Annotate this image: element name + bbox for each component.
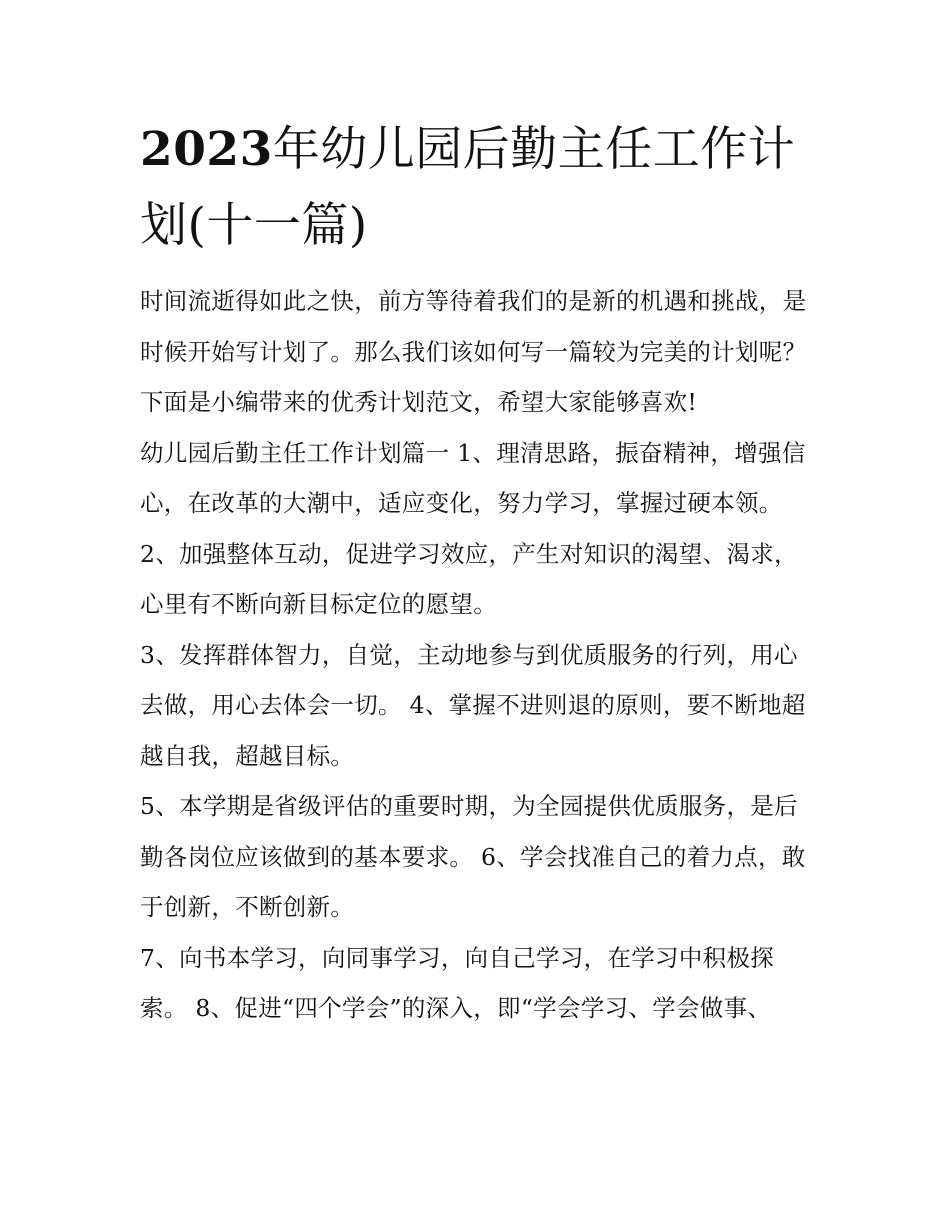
- plan-item-paragraph: 2、加强整体互动，促进学习效应，产生对知识的渴望、渴求，心里有不断向新目标定位的愿望。: [140, 539, 798, 618]
- title-year: 2023: [140, 122, 273, 177]
- title-text: 年幼儿园后勤主任工作计划(十一篇): [140, 122, 796, 253]
- plan-item-paragraph: 7、向书本学习，向同事学习，向自己学习，在学习中积极探索。 8、促进“四个学会”的深入，即“学会学习、学会做事、: [140, 943, 775, 1022]
- plan-item-paragraph: 5、本学期是省级评估的重要时期，为全园提供优质服务，是后勤各岗位应该做到的基本要求。 6、学会找准自己的着力点，敢于创新，不断创新。: [140, 792, 806, 921]
- document-body: [140, 276, 820, 1034]
- plan-item-paragraph: 幼儿园后勤主任工作计划篇一 1、理清思路，振奋精神，增强信心，在改革的大潮中，适应变化，努力学习，掌握过硬本领。: [140, 438, 806, 517]
- document-title: [140, 112, 820, 264]
- intro-paragraph: 时间流逝得如此之快，前方等待着我们的是新的机遇和挑战，是时候开始写计划了。那么我们该如何写一篇较为完美的计划呢？下面是小编带来的优秀计划范文，希望大家能够喜欢!: [140, 287, 807, 416]
- plan-item-paragraph: 3、发挥群体智力，自觉，主动地参与到优质服务的行列，用心去做，用心去体会一切。 4、掌握不进则退的原则，要不断地超越自我，超越目标。: [140, 640, 806, 770]
